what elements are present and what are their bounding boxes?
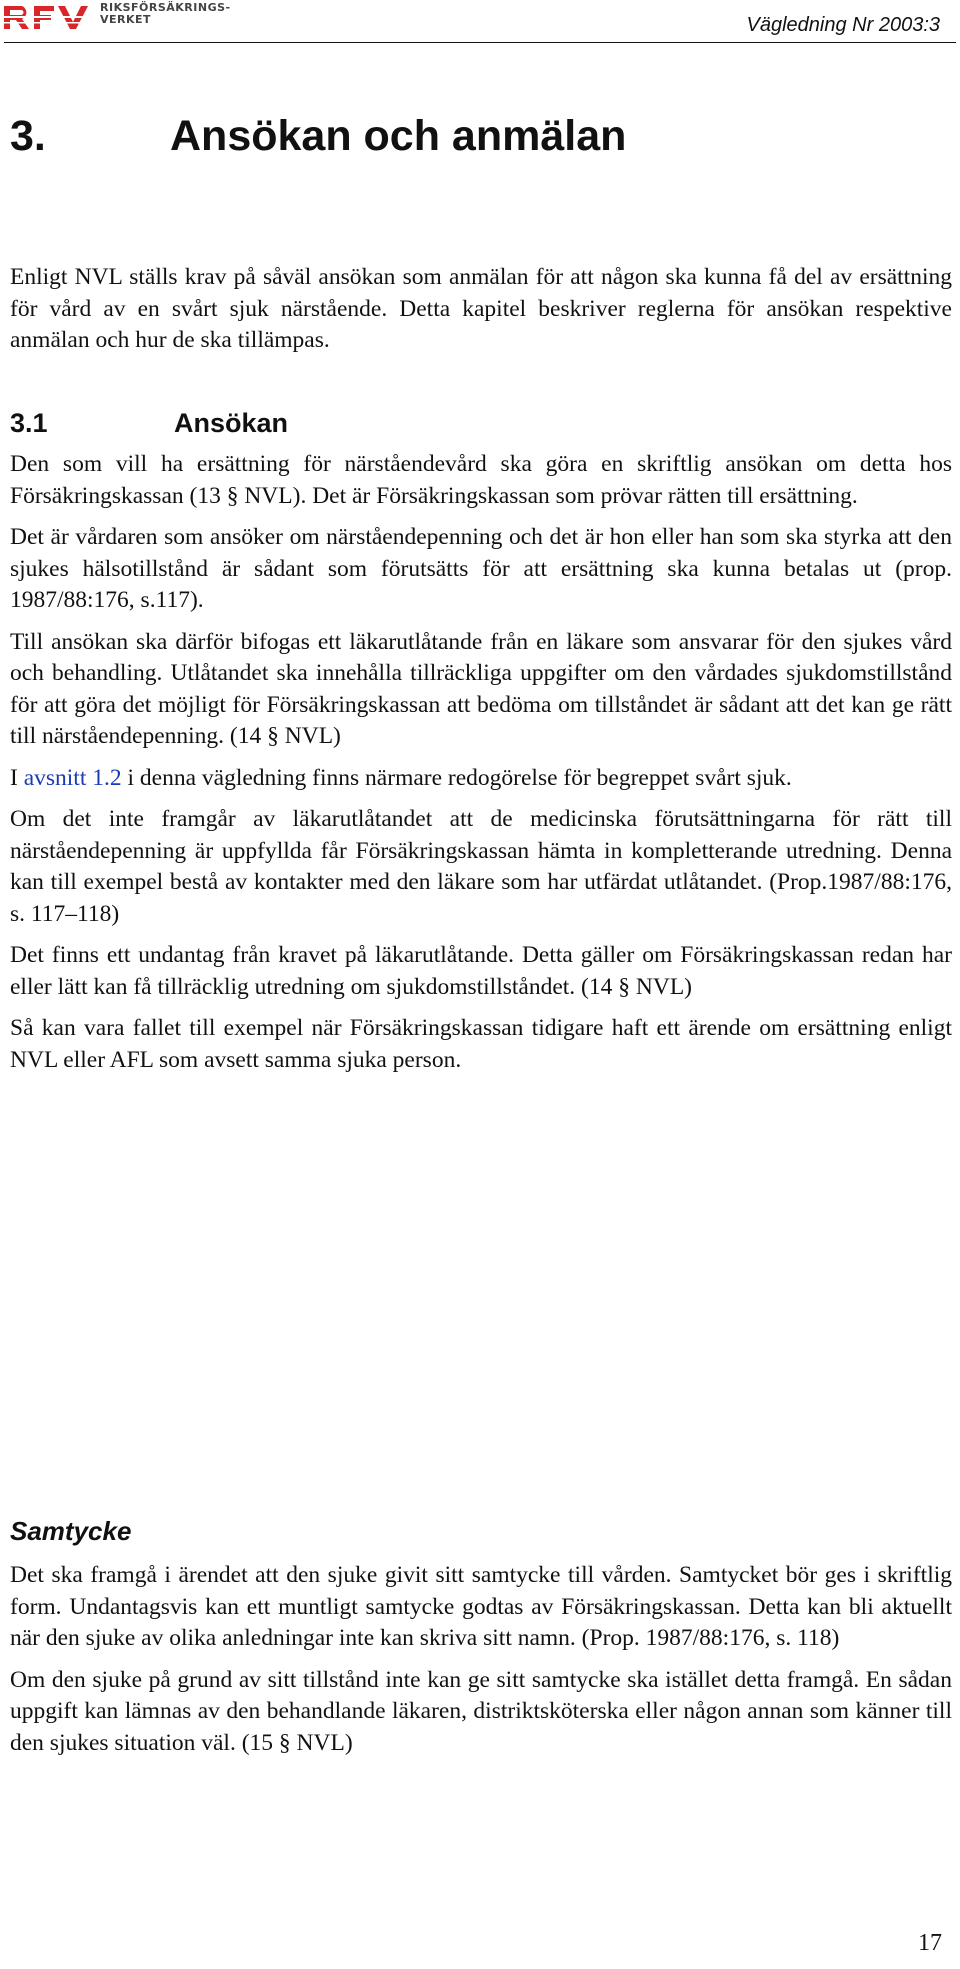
paragraph: Det är vårdaren som ansöker om närståendepenning och det är hon eller han som ska styrka att den sjukes hälsotillstånd är sådant som förutsätts för att ersättning ska kunna betalas ut (prop. 1987/88:176, s.117). — [10, 524, 952, 613]
section-number: 3.1 — [10, 408, 48, 438]
chapter-title — [10, 112, 626, 161]
section-link-avsnitt-1-2[interactable]: avsnitt 1.2 — [23, 764, 122, 791]
paragraph-text: I — [10, 764, 24, 791]
paragraph: Om det inte framgår av läkarutlåtandet att de medicinska förutsättningarna för rätt till närståendepenning är uppfyllda får Försäkringskassan hämta in kompletterande utredning. Denna kan till exempel bestå av kontakter med den läkare som har utfärdat utlåtandet. (Prop.1987/88:176, s. 117–118) — [10, 806, 952, 927]
rfv-logo-mark-icon — [2, 2, 94, 32]
paragraph: Det ska framgå i ärendet att den sjuke givit sitt samtycke till vården. Samtycket bör ges i skriftlig form. Undantagsvis kan ett muntligt samtycke godtas av Försäkringskassan. Detta kan bli aktuellt när den sjuke av olika anledningar inte kan skriva sitt namn. (Prop. 1987/88:176, s. 118) — [10, 1562, 952, 1651]
chapter-title-text: Ansökan och anmälan — [170, 112, 627, 160]
paragraph: Så kan vara fallet till exempel när Försäkringskassan tidigare haft ett ärende om ersättning enligt NVL eller AFL som avsett samma sjuka person. — [10, 1015, 952, 1073]
paragraph-with-link — [10, 763, 952, 795]
paragraph-text: i denna vägledning finns närmare redogörelse för begreppet svårt sjuk. — [121, 764, 792, 791]
paragraph: Den som vill ha ersättning för närståendevård ska göra en skriftlig ansökan om detta hos Försäkringskassan (13 § NVL). Det är Försäkringskassan som prövar rätten till ersättning. — [10, 451, 952, 509]
chapter-number: 3. — [10, 112, 46, 160]
samtycke-body — [10, 1560, 952, 1769]
document-id: Vägledning Nr 2003:3 — [746, 14, 940, 36]
paragraph: Till ansökan ska därför bifogas ett läkarutlåtande från en läkare som ansvarar för den sjukes vård och behandling. Utlåtandet ska innehålla tillräckliga uppgifter om den vårdades sjukdomstillstånd för att göra det möjligt för Försäkringskassan att bedöma om tillståndet är sådant att det kan ge rätt till närståendepenning. (14 § NVL) — [10, 628, 952, 749]
header-divider — [4, 42, 956, 43]
section-title-text: Ansökan — [174, 408, 289, 438]
section-3-1-body — [10, 449, 952, 1086]
section-heading — [10, 408, 288, 439]
page-number: 17 — [918, 1930, 942, 1956]
paragraph: Det finns ett undantag från kravet på läkarutlåtande. Detta gäller om Försäkringskassan redan har eller lätt kan få tillräcklig utredning om sjukdomstillståndet. (14 § NVL) — [10, 942, 952, 1000]
intro-block — [10, 262, 952, 367]
intro-paragraph: Enligt NVL ställs krav på såväl ansökan som anmälan för att någon ska kunna få del av ersättning för vård av en svårt sjuk närstående. Detta kapitel beskriver reglerna för ansökan respektive anmälan och hur de ska tillämpas. — [10, 264, 952, 353]
paragraph: Om den sjuke på grund av sitt tillstånd inte kan ge sitt samtycke ska istället detta framgå. En sådan uppgift kan lämnas av den behandlande läkaren, distriktsköterska eller någon annan som känner till den sjukes situation väl. (15 § NVL) — [10, 1666, 952, 1756]
subheading-samtycke: Samtycke — [10, 1516, 132, 1546]
rfv-logo — [2, 2, 231, 36]
page-header — [0, 0, 960, 46]
logo-text-line2: VERKET — [100, 13, 152, 26]
logo-text-line1: RIKSFÖRSÄKRINGS- — [100, 1, 231, 14]
